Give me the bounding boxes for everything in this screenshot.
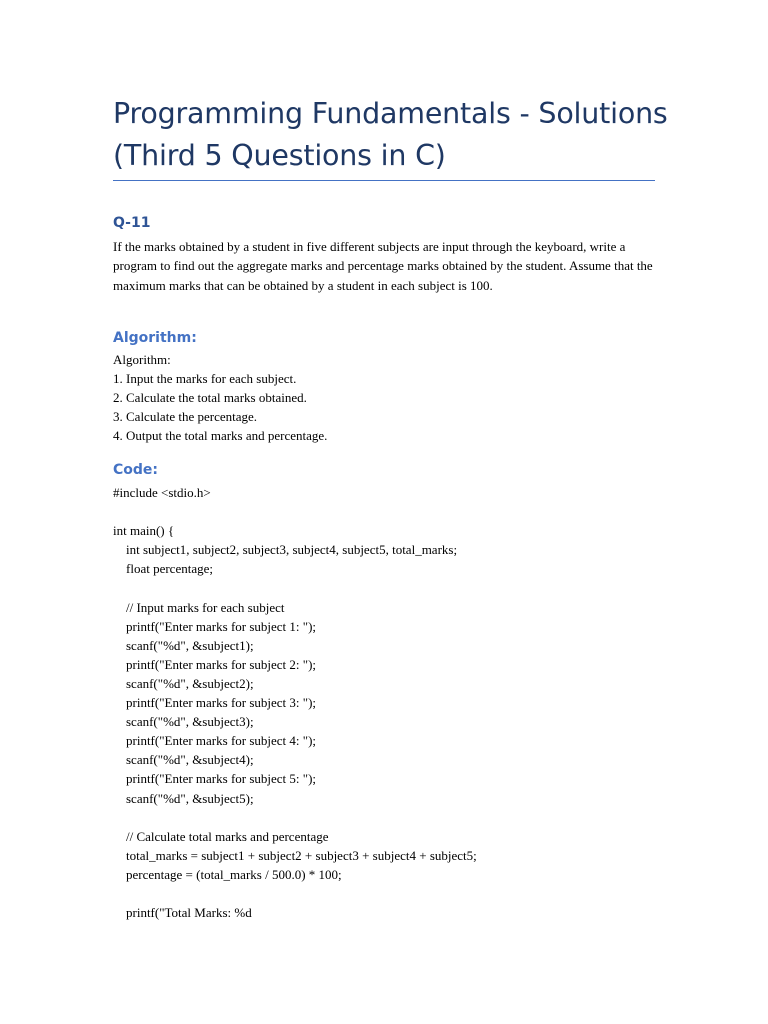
code-line: scanf("%d", &subject3); bbox=[113, 714, 254, 730]
code-line: int main() { bbox=[113, 523, 175, 539]
algorithm-line: 1. Input the marks for each subject. bbox=[113, 371, 297, 387]
code-line bbox=[113, 808, 477, 827]
code-line bbox=[113, 502, 477, 521]
code-line: total_marks = subject1 + subject2 + subject3 + subject4 + subject5; bbox=[113, 847, 477, 863]
code-line: percentage = (total_marks / 500.0) * 100; bbox=[113, 866, 342, 882]
code-line: printf("Enter marks for subject 1: "); bbox=[113, 618, 317, 634]
code-line: // Calculate total marks and percentage bbox=[113, 828, 329, 844]
code-heading: Code: bbox=[113, 462, 159, 478]
algorithm-line: 4. Output the total marks and percentage. bbox=[113, 428, 328, 444]
algorithm-line: 3. Calculate the percentage. bbox=[113, 409, 258, 425]
code-line bbox=[113, 884, 477, 903]
code-line: scanf("%d", &subject2); bbox=[113, 675, 254, 691]
algorithm-heading: Algorithm: bbox=[113, 330, 197, 346]
question-text: If the marks obtained by a student in five different subjects are input through the keyboard, write a program to find out the aggregate marks and percentage marks obtained by the student. Assume that the maximum marks that can be obtained by a student in each subject is 100. bbox=[113, 239, 653, 293]
question-heading: Q-11 bbox=[113, 215, 151, 231]
code-block bbox=[113, 483, 477, 922]
code-line: printf("Enter marks for subject 5: "); bbox=[113, 771, 317, 787]
code-line: #include <stdio.h> bbox=[113, 485, 211, 500]
code-line: // Input marks for each subject bbox=[113, 599, 285, 615]
document-title: Programming Fundamentals - Solutions (Third 5 Questions in C) bbox=[113, 97, 668, 172]
title-underline bbox=[113, 180, 655, 181]
code-line: printf("Total Marks: %d bbox=[113, 905, 252, 921]
code-line: printf("Enter marks for subject 2: "); bbox=[113, 656, 317, 672]
algorithm-line: Algorithm: bbox=[113, 352, 171, 367]
algorithm-list bbox=[113, 350, 327, 445]
code-line: printf("Enter marks for subject 4: "); bbox=[113, 733, 317, 749]
code-line: scanf("%d", &subject4); bbox=[113, 752, 254, 768]
code-line: int subject1, subject2, subject3, subject4, subject5, total_marks; bbox=[113, 542, 458, 558]
algorithm-line: 2. Calculate the total marks obtained. bbox=[113, 390, 307, 406]
code-line: scanf("%d", &subject1); bbox=[113, 637, 254, 653]
code-line: printf("Enter marks for subject 3: "); bbox=[113, 695, 317, 711]
code-line bbox=[113, 578, 477, 597]
code-line: float percentage; bbox=[113, 561, 213, 577]
code-line: scanf("%d", &subject5); bbox=[113, 790, 254, 806]
